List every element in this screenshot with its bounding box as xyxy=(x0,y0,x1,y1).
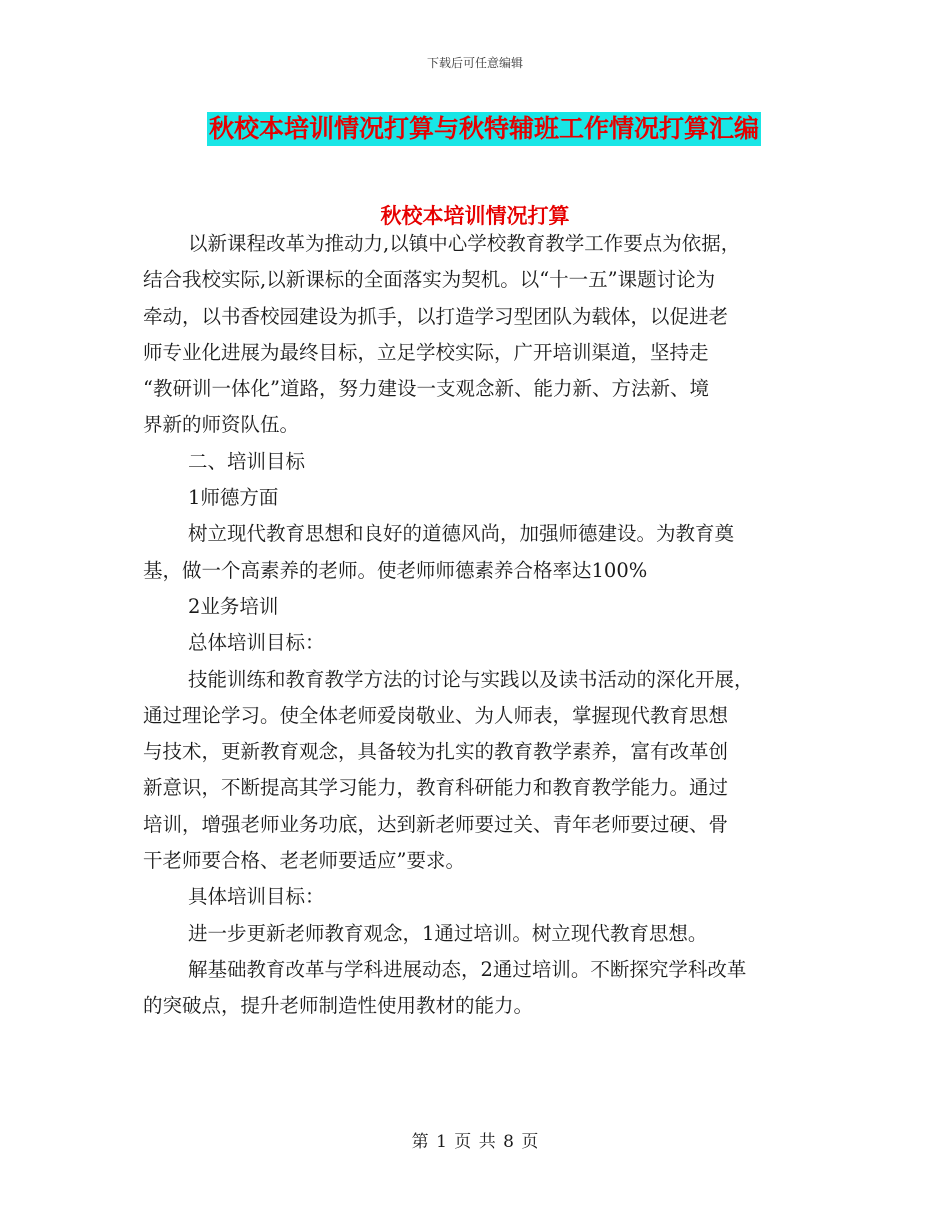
paragraph-line: 培训，增强老师业务功底，达到新老师要过关、青年老师要过硬、骨 xyxy=(143,812,729,836)
paragraph-line: “教研训一体化”道路，努力建设一支观念新、能力新、方法新、境 xyxy=(143,377,709,401)
document-title: 秋校本培训情况打算与秋特辅班工作情况打算汇编 xyxy=(207,112,761,146)
paragraph-line: 牵动，以书香校园建设为抓手，以打造学习型团队为载体，以促进老 xyxy=(143,304,729,328)
paragraph-line: 与技术，更新教育观念，具备较为扎实的教育教学素养，富有改革创 xyxy=(143,740,729,764)
subheading-line: 2业务培训 xyxy=(188,594,279,618)
page-header-note: 下载后可任意编辑 xyxy=(426,56,523,70)
heading-line: 二、培训目标 xyxy=(188,449,306,473)
paragraph-line: 树立现代教育思想和良好的道德风尚，加强师德建设。为教育奠 xyxy=(188,522,735,546)
paragraph-line: 师专业化进展为最终目标，立足学校实际，广开培训渠道，坚持走 xyxy=(143,340,709,364)
paragraph-line: 新意识，不断提高其学习能力，教育科研能力和教育教学能力。通过 xyxy=(143,776,729,800)
paragraph-line: 界新的师资队伍。 xyxy=(143,413,300,437)
subheading-line: 具体培训目标： xyxy=(188,885,325,909)
paragraph-line: 的突破点，提升老师制造性使用教材的能力。 xyxy=(143,994,534,1018)
subheading-line: 总体培训目标： xyxy=(188,631,325,655)
page-footer: 第 1 页 共 8 页 xyxy=(411,1132,539,1152)
paragraph-line: 进一步更新老师教育观念，1通过培训。树立现代教育思想。 xyxy=(188,921,708,945)
paragraph-line: 结合我校实际,以新课标的全面落实为契机。以“十一五”课题讨论为 xyxy=(143,268,716,292)
paragraph-line: 干老师要合格、老老师要适应”要求。 xyxy=(143,849,465,873)
paragraph-line: 解基础教育改革与学科进展动态，2通过培训。不断探究学科改革 xyxy=(188,957,747,981)
paragraph-line: 基，做一个高素养的老师。使老师师德素养合格率达100% xyxy=(143,558,648,582)
paragraph-line: 技能训练和教育教学方法的讨论与实践以及读书活动的深化开展， xyxy=(188,667,754,691)
paragraph-line: 以新课程改革为推动力,以镇中心学校教育教学工作要点为依据， xyxy=(188,232,741,255)
section-title: 秋校本培训情况打算 xyxy=(380,203,570,228)
subheading-line: 1师德方面 xyxy=(188,486,279,510)
body-text xyxy=(143,226,809,1025)
paragraph-line: 通过理论学习。使全体老师爱岗敬业、为人师表，掌握现代教育思想 xyxy=(143,703,729,727)
